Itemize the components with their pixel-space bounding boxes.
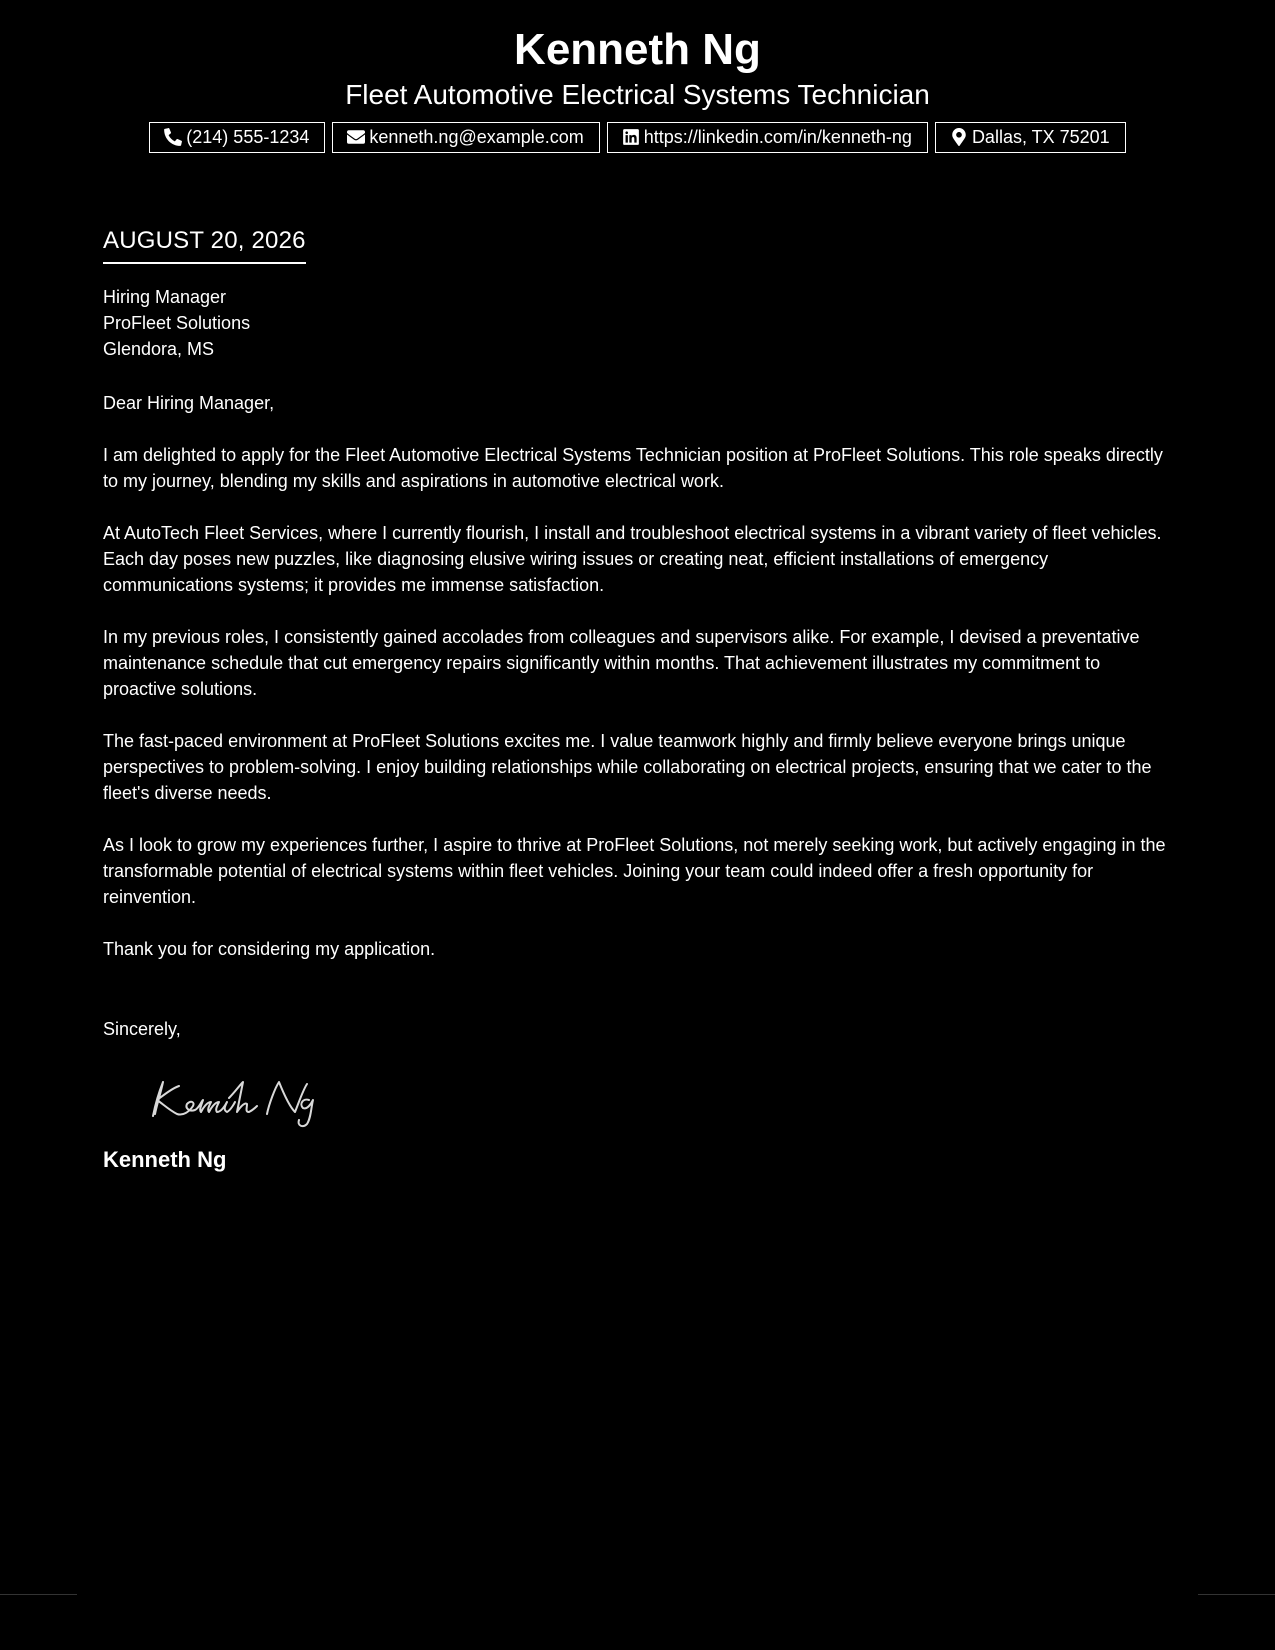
letter-content [103, 226, 1173, 1174]
contact-email[interactable] [332, 122, 599, 153]
closing: Sincerely, [103, 1019, 181, 1039]
envelope-icon [347, 128, 365, 146]
linkedin-text: https://linkedin.com/in/kenneth-ng [643, 127, 912, 147]
location-text: Dallas, TX 75201 [971, 127, 1110, 147]
body-paragraph: At AutoTech Fleet Services, where I currently flourish, I install and troubleshoot electrical systems in a vibrant variety of fleet vehicles. Each day poses new puzzles, like diagnosing elusive wiring issues or creating neat, efficient installations of emergency communications systems; it provides me immense satisfaction. [103, 523, 1162, 595]
letter-header [0, 0, 1275, 153]
letter-body [103, 390, 1173, 962]
applicant-name: Kenneth Ng [514, 25, 761, 74]
body-paragraph: The fast-paced environment at ProFleet Solutions excites me. I value teamwork highly and firmly believe everyone brings unique perspectives to problem-solving. I enjoy building relationships while collaborating on electrical projects, ensuring that we cater to the fleet's diverse needs. [103, 731, 1152, 803]
email-text: kenneth.ng@example.com [369, 127, 584, 147]
salutation: Dear Hiring Manager, [103, 393, 275, 413]
contact-linkedin[interactable] [607, 122, 928, 153]
signer-name: Kenneth Ng [103, 1147, 227, 1172]
signature-image [139, 1072, 1173, 1128]
contact-location[interactable] [935, 122, 1126, 153]
letter-date: AUGUST 20, 2026 [103, 226, 306, 264]
body-paragraph: As I look to grow my experiences further, I aspire to thrive at ProFleet Solutions, not merely seeking work, but actively engaging in the transformable potential of electrical systems within fleet vehicles. Joining your team could indeed offer a fresh opportunity for reinvention. [103, 835, 1166, 907]
body-paragraph: I am delighted to apply for the Fleet Automotive Electrical Systems Technician position at ProFleet Solutions. This role speaks directly to my journey, blending my skills and aspirations in automotive electrical work. [103, 445, 1163, 491]
recipient-block [103, 284, 1173, 362]
map-marker-icon [950, 128, 968, 146]
phone-text: (214) 555-1234 [186, 127, 310, 147]
linkedin-icon [622, 128, 640, 146]
recipient-line: Glendora, MS [103, 339, 215, 359]
body-paragraph: Thank you for considering my application. [103, 939, 436, 959]
recipient-line: Hiring Manager [103, 287, 227, 307]
contact-phone[interactable] [149, 122, 325, 153]
footer-divider-right [1198, 1594, 1275, 1595]
body-paragraph: In my previous roles, I consistently gained accolades from colleagues and supervisors alike. For example, I devised a preventative maintenance schedule that cut emergency repairs significantly within months. That achievement illustrates my commitment to proactive solutions. [103, 627, 1140, 699]
footer-divider-left [0, 1594, 77, 1595]
phone-icon [164, 128, 182, 146]
handwritten-signature [139, 1072, 329, 1128]
recipient-line: ProFleet Solutions [103, 313, 251, 333]
job-title: Fleet Automotive Electrical Systems Technician [345, 79, 930, 110]
contact-bar [0, 122, 1275, 153]
